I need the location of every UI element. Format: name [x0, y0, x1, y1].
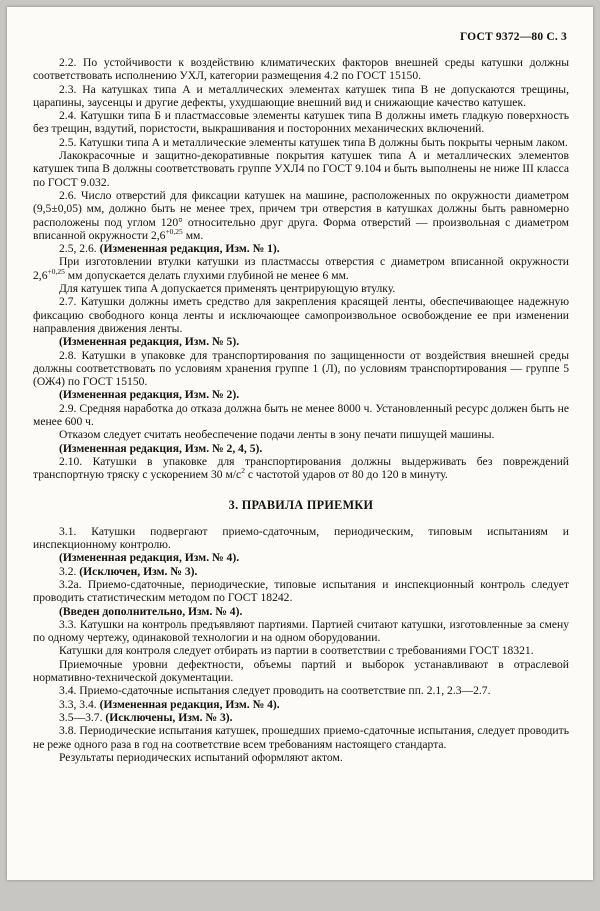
text-run: 2.9. Средняя наработка до отказа должна быть не менее 8000 ч. Установленный ресурс должен быть не менее 600 ч. — [33, 401, 569, 429]
amendment-note — [33, 242, 569, 255]
amendment-note — [33, 565, 569, 578]
paragraph — [33, 724, 569, 751]
superscript-text: 2 — [241, 466, 245, 476]
text-run: 3.5—3.7. — [59, 710, 106, 724]
text-run: 2.2. По устойчивости к воздействию климатических факторов внешней среды катушки должны соответствовать исполнению УХЛ, категории размещения 4.2 по ГОСТ 15150. — [33, 56, 569, 83]
text-run: (Исключены, Изм. № 3). — [105, 710, 233, 724]
text-run: Для катушек типа А допускается применять центрирующую втулку. — [59, 282, 396, 296]
text-run: (Измененная редакция, Изм. № 1). — [99, 242, 280, 256]
text-run: 3.1. Катушки подвергают приемо-сдаточным, периодическим, типовым испытаниям и инспекционному контролю. — [33, 524, 569, 552]
text-run: Лакокрасочные и защитно-декоративные покрытия катушек типа А и металлических элементов катушек типа В должны соответствовать группе УХЛ4 по ГОСТ 9.104 и быть выполнены не ниже III класса по ГОСТ 9.032. — [33, 149, 569, 189]
text-run: 2.5, 2.6. — [59, 242, 100, 256]
text-run: 3.3. Катушки на контроль предъявляют партиями. Партией считают катушки, изготовленные за смену по одному чертежу, одинаковой технологии и на одном оборудовании. — [33, 617, 569, 645]
paragraph — [33, 402, 569, 429]
text-run: 2.5. Катушки типа А и металлические элементы катушек типа В должны быть покрыты черным лаком. — [59, 135, 568, 149]
superscript-text: +0,25 — [47, 266, 65, 276]
page-header-doc-ref: ГОСТ 9372—80 С. 3 — [459, 31, 567, 43]
text-run: Приемочные уровни дефектности, объемы партий и выборок устанавливают в отраслевой нормативно-технической документации. — [33, 657, 569, 685]
text-run: (Измененная редакция, Изм. № 2). — [59, 388, 240, 402]
amendment-note — [33, 605, 569, 618]
text-run: 2.8. Катушки в упаковке для транспортирования по защищенности от воздействия внешней среды должны соответствовать по условиям хранения группе 1 (Л), по условиям транспортирования — группе 5 (ОЖ4) по ГОСТ 15150. — [33, 348, 569, 389]
text-run: 3.2а. Приемо-сдаточные, периодические, типовые испытания и инспекционный контроль следует проводить статистическим методом по ГОСТ 18242. — [33, 577, 569, 605]
text-run: 2.3. На катушках типа А и металлических элементах катушек типа В не допускаются трещины, царапины, заусенцы и другие дефекты, ухудшающие внешний вид и снижающие качество катушек. — [33, 82, 569, 109]
superscript-text: +0,25 — [165, 227, 183, 236]
paragraph — [33, 525, 569, 552]
text-run: Катушки для контроля следует отбирать из партии в соответствии с требованиями ГОСТ 18321. — [59, 644, 534, 658]
amendment-note — [33, 442, 569, 455]
text-run: 3. ПРАВИЛА ПРИЕМКИ — [228, 497, 374, 512]
text-run: 3.4. Приемо-сдаточные испытания следует проводить на соответствие пп. 2.1, 2.3—2.7. — [59, 684, 491, 698]
section-heading — [33, 499, 569, 512]
paragraph — [33, 618, 569, 645]
amendment-note — [33, 551, 569, 564]
text-run: с частотой ударов от 80 до 120 в минуту. — [244, 468, 448, 482]
paragraph — [33, 684, 569, 697]
text-run: (Измененная редакция, Изм. № 2, 4, 5). — [59, 441, 263, 455]
text-run: 2.10. Катушки в упаковке для транспортирования должны выдерживать без повреждений транспортную тряску с ускорением 30 м/с — [33, 454, 569, 482]
text-run: 3.8. Периодические испытания катушек, прошедших приемо-сдаточные испытания, следует проводить не реже одного раза в год на соответствие всем требованиям настоящего стандарта. — [33, 724, 569, 751]
paragraph — [33, 189, 569, 242]
document-page — [7, 7, 593, 880]
text-run: Результаты периодических испытаний оформляют актом. — [59, 750, 343, 764]
text-run: 2.6. Число отверстий для фиксации катушек на машине, расположенных по окружности диаметром (9,5±0,05) мм, должно быть не менее трех, причем три отверстия в катушках должны быть равномерно расположены под углом 120° относительно друг друга. Форма отверстий — произвольная с диаметром вписанной окружности 2,6 — [33, 188, 569, 242]
text-run: (Исключен, Изм. № 3). — [79, 564, 198, 578]
paragraph — [33, 149, 569, 189]
paragraph — [33, 644, 569, 657]
paragraph — [33, 136, 569, 149]
amendment-note — [33, 388, 569, 401]
text-run: 2.4. Катушки типа Б и пластмассовые элементы катушек типа В должны иметь гладкую поверхность без трещин, вздутий, пористости, выкрашивания и посторонних механических включений. — [33, 109, 569, 136]
amendment-note — [33, 335, 569, 348]
paragraph — [33, 282, 569, 295]
text-run: (Измененная редакция, Изм. № 4). — [99, 697, 280, 711]
paragraph — [33, 349, 569, 389]
text-run: (Измененная редакция, Изм. № 5). — [59, 335, 240, 349]
text-run: (Измененная редакция, Изм. № 4). — [59, 551, 240, 565]
text-run: (Введен дополнительно, Изм. № 4). — [59, 604, 243, 618]
paragraph — [33, 578, 569, 605]
text-run: 3.2. — [59, 564, 80, 578]
text-run: 3.3, 3.4. — [59, 697, 100, 711]
text-run: мм. — [182, 228, 204, 242]
paragraph — [33, 109, 569, 136]
paragraph — [33, 428, 569, 441]
document-body — [33, 56, 569, 764]
text-run: 2.7. Катушки должны иметь средство для закрепления красящей ленты, обеспечивающее надежную фиксацию свободного конца ленты и исключающее самопроизвольное освобождение ее при изменении направления движения ленты. — [33, 295, 569, 335]
paragraph — [33, 295, 569, 335]
paragraph — [33, 751, 569, 764]
text-run: При изготовлении втулки катушки из пластмассы отверстия с диаметром вписанной окружности 2,6 — [33, 255, 569, 282]
paragraph — [33, 658, 569, 685]
amendment-note — [33, 711, 569, 724]
paragraph — [33, 56, 569, 83]
amendment-note — [33, 698, 569, 711]
paragraph — [33, 83, 569, 110]
text-run: Отказом следует считать необеспечение подачи ленты в зону печати пишущей машины. — [59, 428, 495, 442]
paragraph — [33, 455, 569, 482]
paragraph — [33, 255, 569, 282]
text-run: мм допускается делать глухими глубиной не менее 6 мм. — [64, 268, 349, 282]
